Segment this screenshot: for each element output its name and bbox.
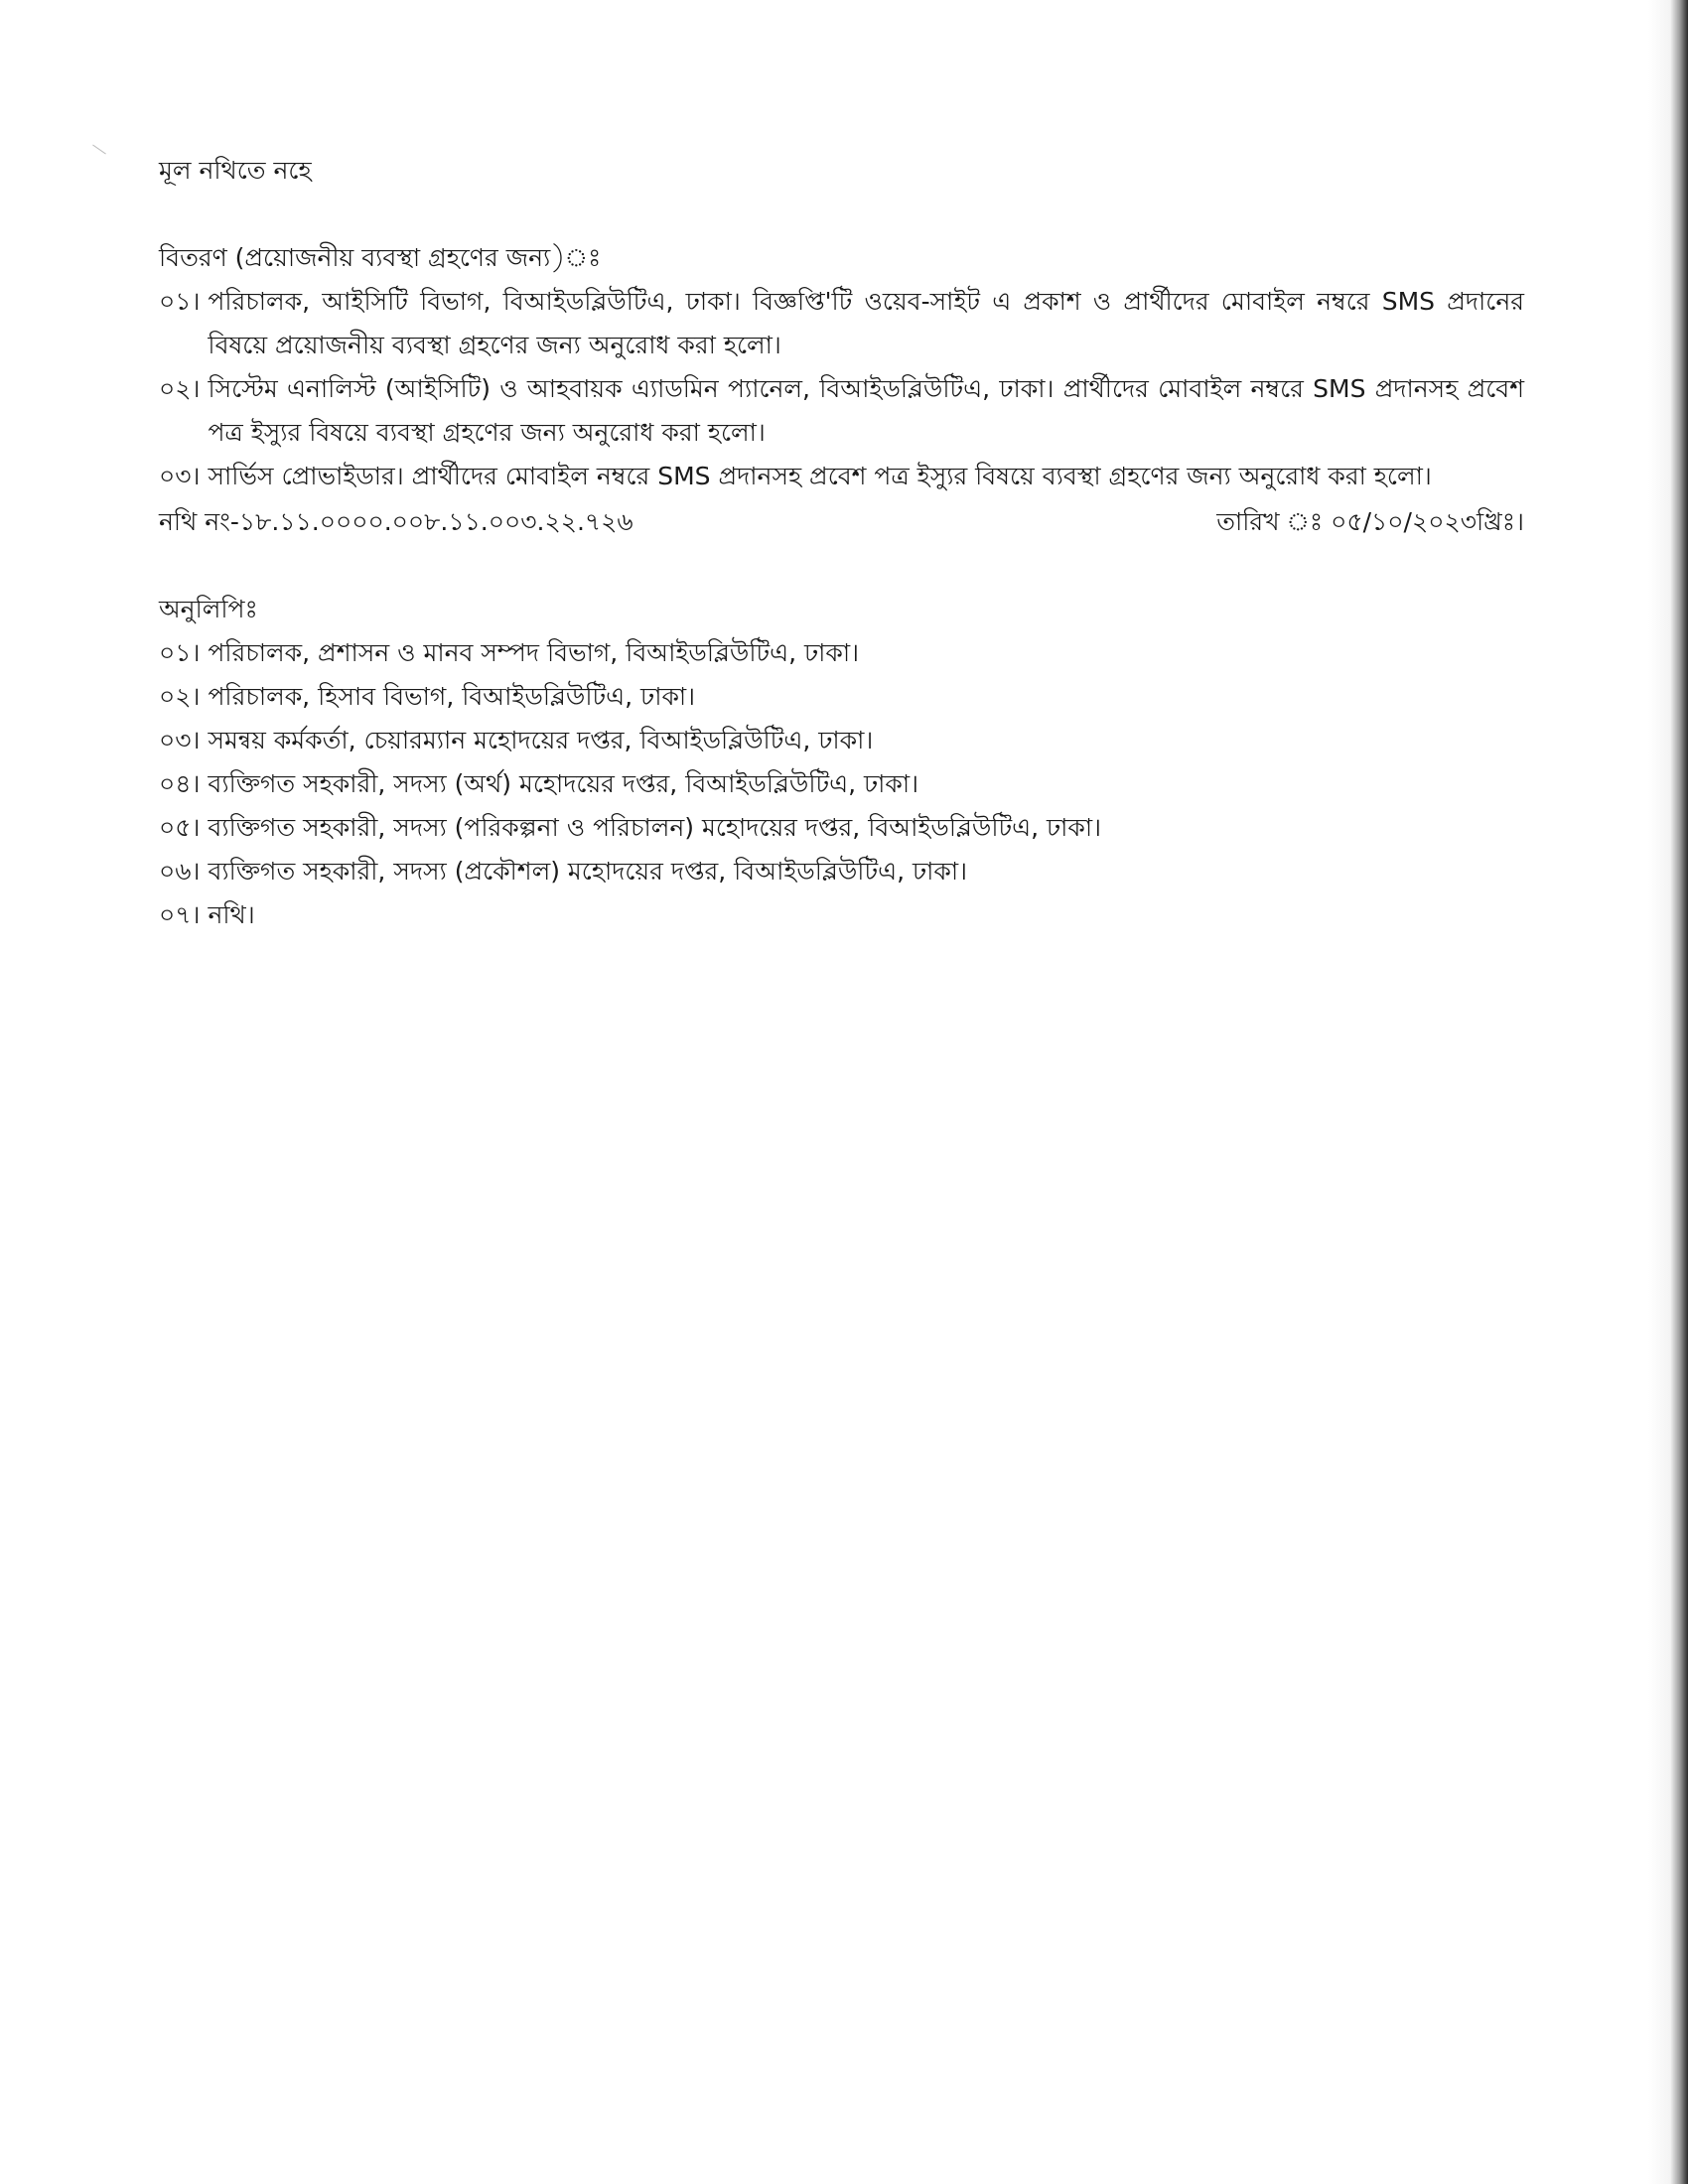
distribution-item — [159, 280, 1524, 367]
distribution-item-number: ০১। — [159, 287, 201, 316]
copy-item-text: ব্যক্তিগত সহকারী, সদস্য (পরিকল্পনা ও পরিচালন) মহোদয়ের দপ্তর, বিআইডব্লিউটিএ, ঢাকা। — [208, 813, 1102, 842]
copy-item-text: পরিচালক, প্রশাসন ও মানব সম্পদ বিভাগ, বিআইডব্লিউটিএ, ঢাকা। — [208, 638, 860, 667]
issue-date: তারিখ ঃ ০৫/১০/২০২৩খ্রিঃ। — [1216, 507, 1524, 536]
distribution-item-number: ০২। — [159, 374, 201, 403]
copy-item-number: ০৩। — [159, 726, 201, 754]
not-in-original-file-note: মূল নথিতে নহে — [159, 156, 312, 185]
distribution-item-text: সার্ভিস প্রোভাইডার। প্রার্থীদের মোবাইল নম্বরে SMS প্রদানসহ প্রবেশ পত্র ইস্যুর বিষয়ে ব্যবস্থা গ্রহণের জন্য অনুরোধ করা হলো। — [208, 462, 1432, 490]
document-body — [159, 149, 1524, 937]
copy-item — [159, 631, 1524, 675]
copy-item-number: ০২। — [159, 682, 201, 711]
distribution-list — [159, 280, 1524, 498]
scan-speck — [92, 145, 106, 155]
copy-item-text: ব্যক্তিগত সহকারী, সদস্য (অর্থ) মহোদয়ের দপ্তর, বিআইডব্লিউটিএ, ঢাকা। — [208, 769, 919, 798]
copy-item-text: সমন্বয় কর্মকর্তা, চেয়ারম্যান মহোদয়ের দপ্তর, বিআইডব্লিউটিএ, ঢাকা। — [208, 726, 874, 754]
copy-item — [159, 806, 1524, 850]
copy-item — [159, 719, 1524, 762]
distribution-heading: বিতরণ (প্রয়োজনীয় ব্যবস্থা গ্রহণের জন্য)ঃ — [159, 243, 602, 272]
copies-heading: অনুলিপিঃ — [159, 595, 258, 623]
distribution-item-text: পরিচালক, আইসিটি বিভাগ, বিআইডব্লিউটিএ, ঢাকা। বিজ্ঞপ্তি'টি ওয়েব-সাইট এ প্রকাশ ও প্রার্থীদের মোবাইল নম্বরে SMS প্রদানের বিষয়ে প্রয়োজনীয় ব্যবস্থা গ্রহণের জন্য অনুরোধ করা হলো। — [208, 287, 1524, 359]
copy-item — [159, 675, 1524, 719]
copy-item — [159, 850, 1524, 893]
copy-item-text: ব্যক্তিগত সহকারী, সদস্য (প্রকৌশল) মহোদয়ের দপ্তর, বিআইডব্লিউটিএ, ঢাকা। — [208, 857, 968, 886]
copies-list — [159, 631, 1524, 937]
file-number: নথি নং-১৮.১১.০০০০.০০৮.১১.০০৩.২২.৭২৬ — [159, 507, 633, 536]
copy-item — [159, 893, 1524, 937]
copy-item-number: ০৬। — [159, 857, 201, 886]
distribution-item-number: ০৩। — [159, 462, 201, 490]
copy-item-number: ০১। — [159, 638, 201, 667]
copy-item-number: ০৭। — [159, 900, 201, 929]
distribution-item — [159, 455, 1524, 498]
scan-edge-shadow — [1648, 0, 1688, 2184]
file-reference-row — [159, 500, 1524, 544]
copy-item — [159, 762, 1524, 806]
copy-item-number: ০৪। — [159, 769, 201, 798]
distribution-item-text: সিস্টেম এনালিস্ট (আইসিটি) ও আহবায়ক এ্যাডমিন প্যানেল, বিআইডব্লিউটিএ, ঢাকা। প্রার্থীদের মোবাইল নম্বরে SMS প্রদানসহ প্রবেশ পত্র ইস্যুর বিষয়ে ব্যবস্থা গ্রহণের জন্য অনুরোধ করা হলো। — [208, 374, 1524, 447]
distribution-item — [159, 367, 1524, 455]
copy-item-text: নথি। — [208, 900, 255, 929]
copy-item-text: পরিচালক, হিসাব বিভাগ, বিআইডব্লিউটিএ, ঢাকা। — [208, 682, 696, 711]
copy-item-number: ০৫। — [159, 813, 201, 842]
